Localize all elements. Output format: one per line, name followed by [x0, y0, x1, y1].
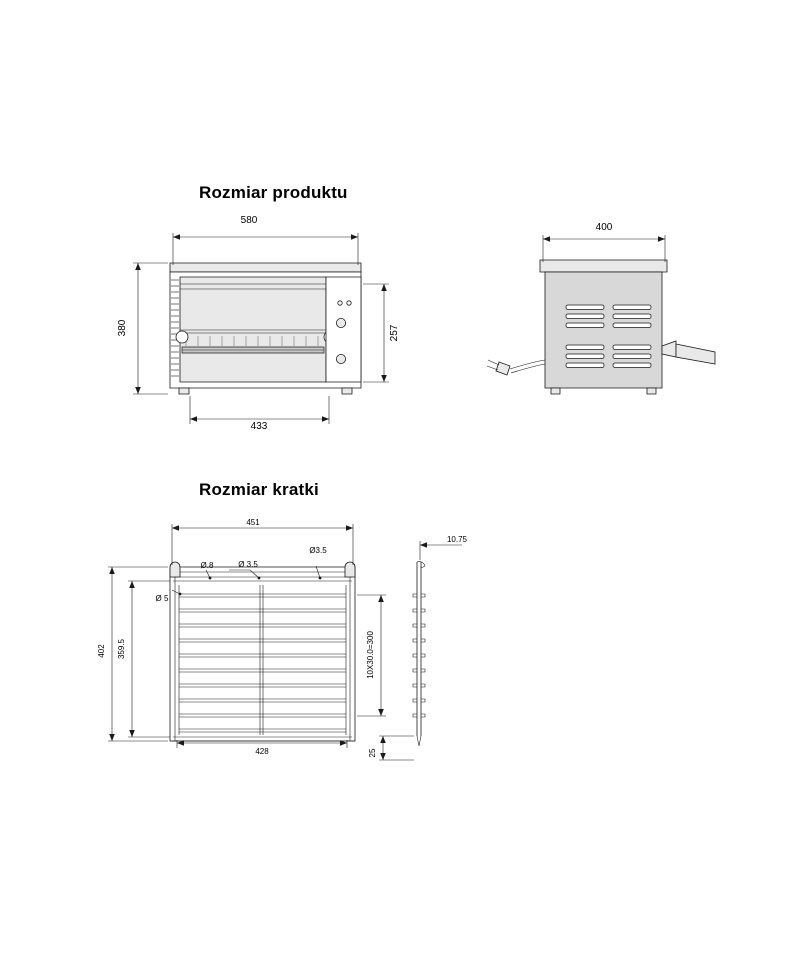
dim-257 — [363, 284, 389, 382]
front-view-group — [117, 215, 400, 432]
dim-1075-label: 10.75 — [446, 535, 468, 544]
product-size-heading: Rozmiar produktu — [199, 183, 348, 202]
dim-451-label: 451 — [246, 518, 260, 527]
dim-25-label: 25 — [368, 748, 377, 758]
grill-size-heading: Rozmiar kratki — [199, 480, 319, 499]
leader-d35b-label: Ø3.5 — [309, 546, 327, 555]
dim-25 — [379, 736, 414, 760]
dim-3595 — [128, 581, 170, 737]
leader-d08-label: Ø.8 — [200, 561, 214, 570]
dim-402-label: 402 — [97, 644, 106, 658]
dim-10x30-label: 10X30.0=300 — [366, 631, 375, 679]
dim-433 — [190, 396, 329, 424]
grill-side-view-group — [368, 535, 468, 760]
leader-d5-label: Ø 5 — [155, 594, 169, 603]
dim-433-label: 433 — [250, 421, 268, 432]
dim-580-label: 580 — [240, 215, 258, 226]
dim-380-label: 380 — [117, 319, 128, 337]
dim-428-label: 428 — [255, 747, 269, 756]
dim-400 — [543, 235, 665, 262]
dim-380 — [133, 263, 168, 394]
dim-451 — [172, 524, 353, 565]
dim-400-label: 400 — [595, 222, 613, 233]
dim-580 — [173, 233, 358, 265]
dim-257-label: 257 — [389, 324, 400, 342]
grill-top-view-group — [97, 518, 386, 756]
dim-3595-label: 359.5 — [117, 638, 126, 660]
side-view-group — [487, 222, 715, 394]
leader-d35a-label: Ø 3.5 — [238, 560, 258, 569]
